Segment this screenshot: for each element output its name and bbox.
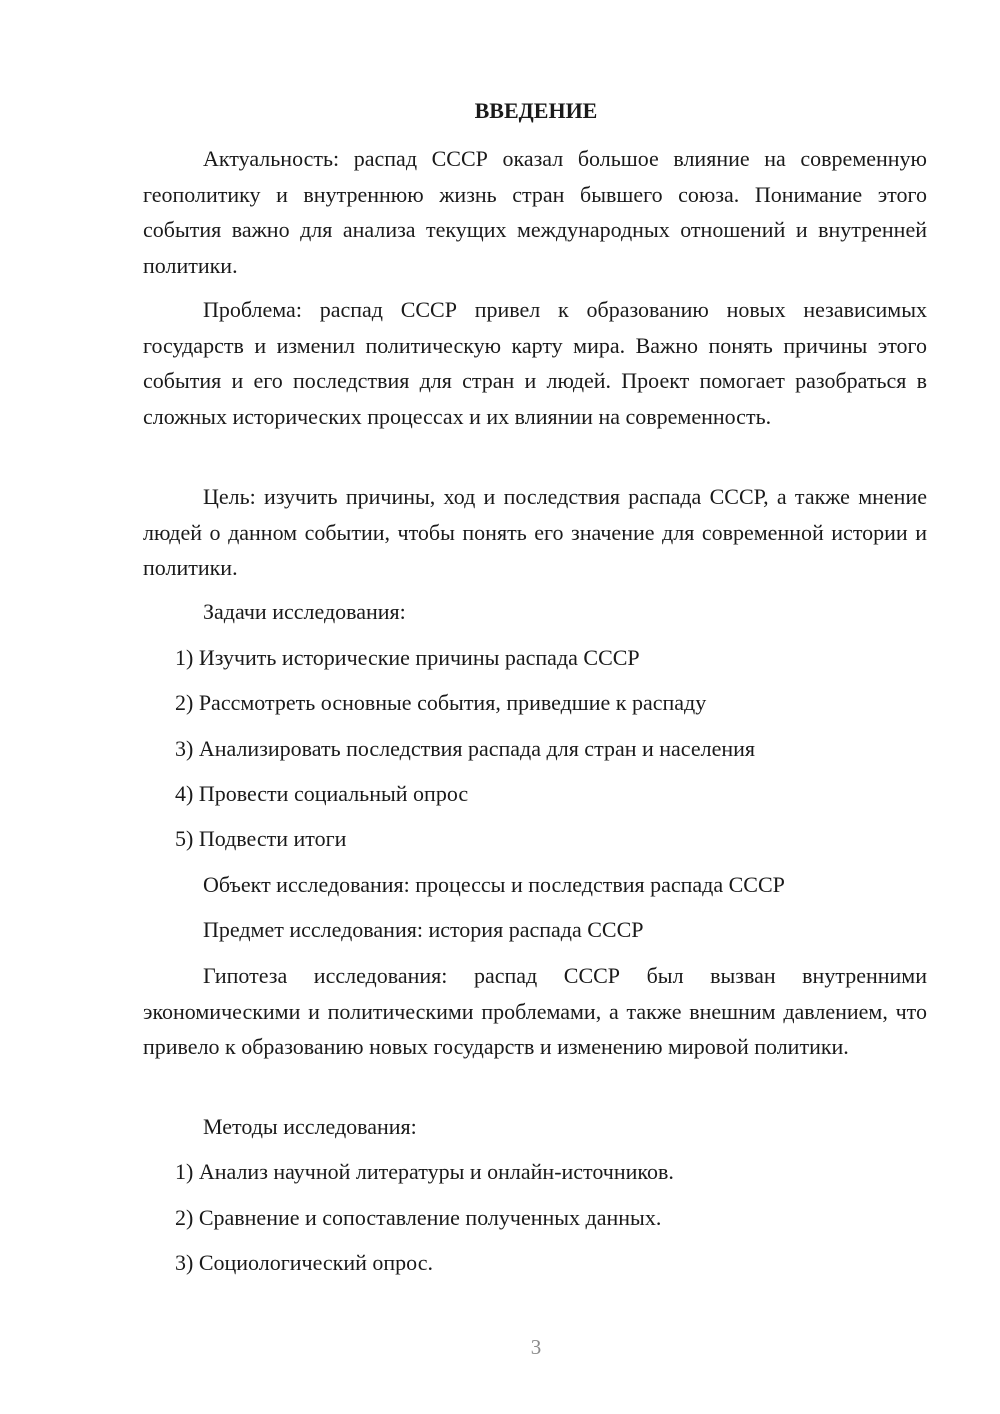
goal-paragraph: Цель: изучить причины, ход и последствия распада СССР, а также мнение людей о данном событии, чтобы понять его значение для современной истории и политики.	[143, 484, 927, 581]
methods-heading: Методы исследования:	[203, 1114, 417, 1139]
research-object: Объект исследования: процессы и последствия распада СССР	[203, 872, 785, 897]
method-item-1: 1) Анализ научной литературы и онлайн-источников.	[175, 1159, 674, 1184]
page-title: ВВЕДЕНИЕ	[474, 98, 598, 123]
method-item-3: 3) Социологический опрос.	[175, 1250, 433, 1275]
task-item-5: 5) Подвести итоги	[175, 826, 347, 851]
relevance-paragraph: Актуальность: распад СССР оказал большое влияние на современную геополитику и внутреннюю жизнь стран бывшего союза. Понимание этого события важно для анализа текущих международных отношений и внутренней политики.	[143, 146, 927, 278]
task-item-1: 1) Изучить исторические причины распада СССР	[175, 645, 640, 670]
problem-paragraph: Проблема: распад СССР привел к образованию новых независимых государств и изменил политическую карту мира. Важно понять причины этого события и его последствия для стран и людей. Проект помогает разобраться в сложных исторических процессах и их влиянии на современность.	[143, 297, 927, 429]
task-item-4: 4) Провести социальный опрос	[175, 781, 469, 806]
hypothesis-paragraph: Гипотеза исследования: распад СССР был вызван внутренними экономическими и политическими проблемами, а также внешним давлением, что привело к образованию новых государств и изменению мировой политики.	[143, 963, 927, 1060]
tasks-heading: Задачи исследования:	[203, 599, 406, 624]
task-item-2: 2) Рассмотреть основные события, приведшие к распаду	[175, 690, 707, 715]
page-number: 3	[530, 1335, 542, 1359]
task-item-3: 3) Анализировать последствия распада для стран и населения	[175, 736, 756, 761]
research-subject: Предмет исследования: история распада СССР	[203, 917, 644, 942]
method-item-2: 2) Сравнение и сопоставление полученных данных.	[175, 1205, 662, 1230]
